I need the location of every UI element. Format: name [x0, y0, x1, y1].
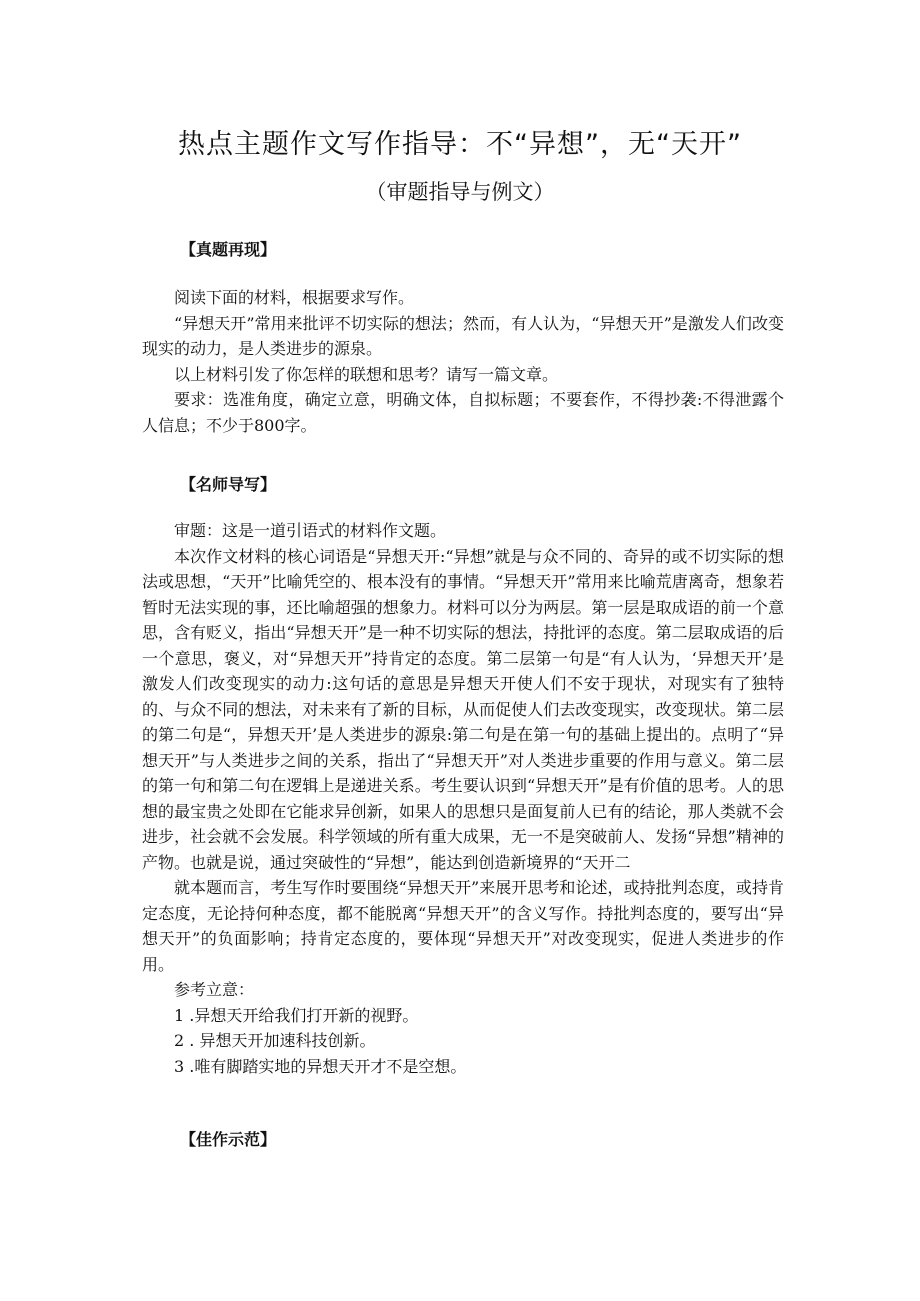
- section-heading-zhenti: 【真题再现】: [180, 240, 277, 259]
- list-item: 3 .唯有脚踏实地的异想天开才不是空想。: [174, 1056, 467, 1076]
- section-mingshi-body: [142, 518, 784, 1079]
- paragraph: 参考立意：: [174, 980, 255, 999]
- paragraph: “异想天开”常用来批评不切实际的想法；然而，有人认为，“异想天开”是激发人们改变现实的动力，是人类进步的源泉。: [142, 313, 784, 358]
- list-item: 2 . 异想天开加速科技创新。: [174, 1031, 376, 1050]
- paragraph: 本次作文材料的核心词语是“异想天开:“异想”就是与众不同的、奇异的或不切实际的想法或思想，“天开”比喻凭空的、根本没有的事情。“异想天开”常用来比喻荒唐离奇，想象若暂时无法实现的事，还比喻超强的想象力。材料可以分为两层。第一层是取成语的前一个意思，含有贬义，指出“异想天开”是一种不切实际的想法，持批评的态度。第二层取成语的后一个意思，褒义，对“异想天开”持肯定的态度。第二层第一句是“有人认为，‘异想天开’是激发人们改变现实的动力:这句话的意思是异想天开使人们不安于现状，对现实有了独特的、与众不同的想法，对未来有了新的目标，从而促使人们去改变现实，改变现状。第二层的第二句是“，异想天开’是人类进步的源泉:第二句是在第一句的基础上提出的。点明了“异想天开”与人类进步之间的关系，指出了“异想天开”对人类进步重要的作用与意义。第二层的第一句和第二句在逻辑上是递进关系。考生要认识到“异想天开”是有价值的思考。人的思想的最宝贵之处即在它能求异创新，如果人的思想只是面复前人已有的结论，那人类就不会进步，社会就不会发展。科学领域的所有重大成果，无一不是突破前人、发扬“异想”精神的产物。也就是说，通过突破性的“异想”，能达到创造新境界的“天开二: [142, 546, 784, 872]
- section-heading-mingshi: 【名师导写】: [180, 475, 277, 494]
- document-title: 热点主题作文写作指导：不“异想”，无“天开”: [178, 129, 742, 160]
- document-subtitle: （审题指导与例文）: [365, 180, 555, 204]
- list-item: 1 .异想天开给我们打开新的视野。: [174, 1005, 419, 1025]
- section-heading-jiazuo: 【佳作示范】: [180, 1130, 277, 1149]
- paragraph: 审题：这是一道引语式的材料作文题。: [174, 521, 447, 540]
- paragraph: 阅读下面的材料，根据要求写作。: [174, 288, 415, 307]
- section-zhenti-body: [142, 285, 784, 438]
- paragraph: 就本题而言，考生写作时要围绕“异想天开”来展开思考和论述，或持批判态度，或持肯定态度，无论持何种态度，都不能脱离“异想天开”的含义写作。持批判态度的，要写出“异想天开”的负面影响；持肯定态度的，要体现“异想天开”对改变现实，促进人类进步的作用。: [142, 878, 784, 974]
- paragraph: 要求：选准角度，确定立意，明确文体，自拟标题；不要套作，不得抄袭:不得泄露个人信息；不少于800字。: [142, 390, 784, 435]
- reference-list: [142, 1003, 784, 1080]
- paragraph: 以上材料引发了你怎样的联想和思考？请写一篇文章。: [174, 364, 559, 384]
